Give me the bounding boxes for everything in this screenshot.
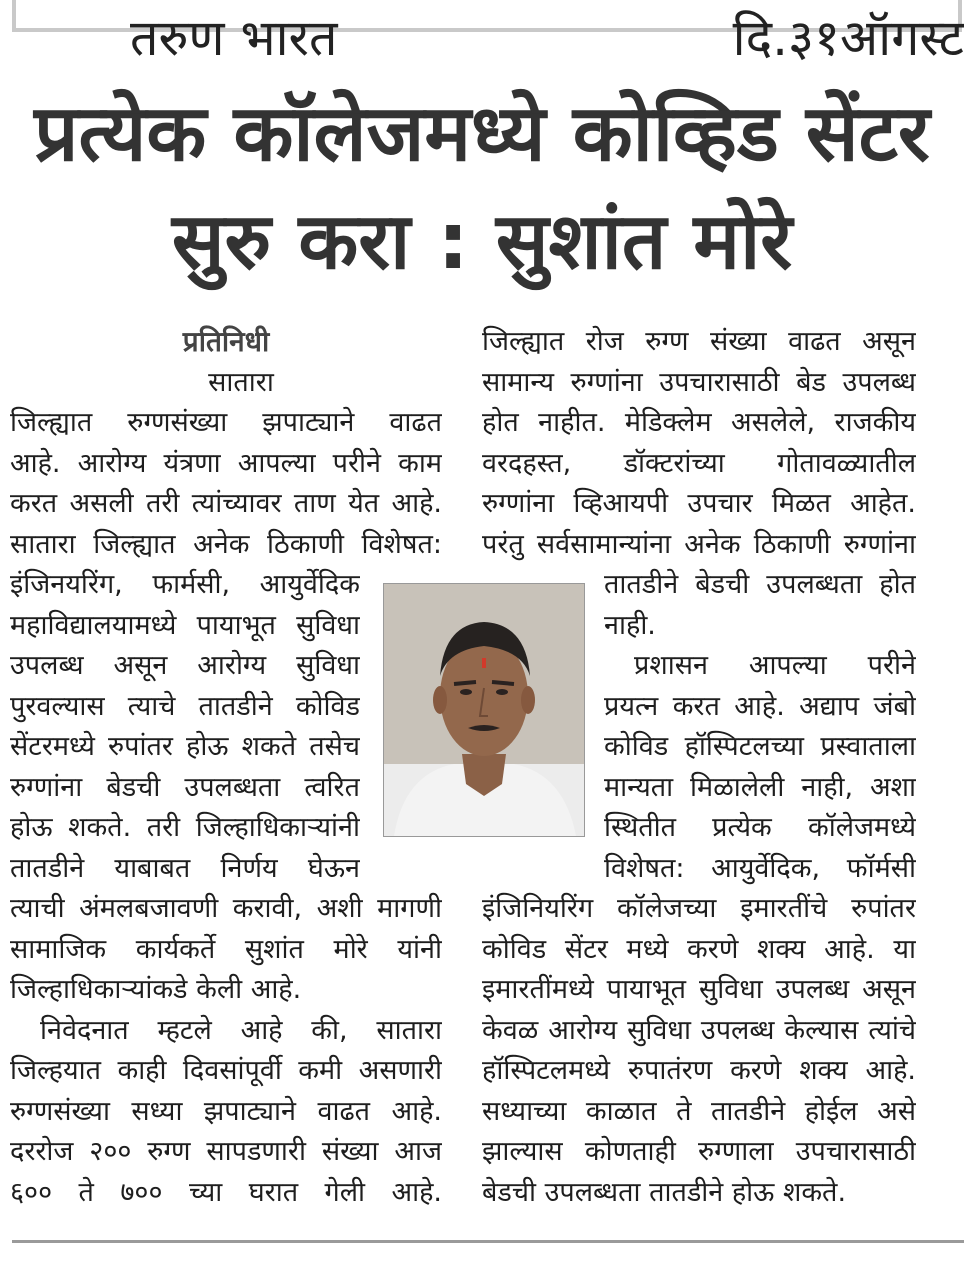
publication-date: दि.३१ऑगस्ट: [732, 9, 964, 67]
body-line: जिल्हयात काही दिवसांपूर्वी कमी असणारी: [10, 1055, 442, 1086]
body-line: दररोज २०० रुग्ण सापडणारी संख्या आज: [10, 1136, 442, 1167]
byline: प्रतिनिधी: [182, 325, 270, 358]
body-line: आहे. आरोग्य यंत्रणा आपल्या परीने काम: [10, 447, 442, 479]
body-line: तातडीने याबाबत निर्णय घेऊन: [10, 852, 360, 884]
body-line: इंजिनियरिंग कॉलेजच्या इमारतींचे रुपांतर: [482, 893, 916, 924]
body-line: सध्याच्या काळात ते तातडीने होईल असे: [482, 1095, 916, 1127]
body-line: रुग्णांना व्हिआयपी उपचार मिळत आहेत.: [482, 488, 916, 519]
body-line: वरदहस्त, डॉक्टरांच्या गोतावळ्यातील: [482, 447, 916, 479]
body-line: ६०० ते ७०० च्या घरात गेली आहे.: [10, 1176, 442, 1208]
dateline-place: सातारा: [208, 366, 274, 398]
body-line: हॉस्पिटलमध्ये रुपातंरण करणे शक्य आहे.: [482, 1055, 916, 1086]
body-line: कोविड सेंटर मध्ये करणे शक्य आहे. या: [482, 933, 916, 965]
article-headline: [20, 80, 944, 296]
body-line: कोविड हॉस्पिटलच्या प्रस्वाताला: [604, 731, 916, 762]
body-line: मान्यता मिळालेली नाही, अशा: [604, 771, 916, 803]
body-line: जिल्ह्यात रुग्णसंख्या झपाट्याने वाढत: [10, 407, 442, 438]
bottom-divider: [12, 1240, 964, 1243]
body-line: त्याची अंमलबजावणी करावी, अशी मागणी: [10, 893, 442, 924]
body-line: सामान्य रुग्णांना उपचारासाठी बेड उपलब्ध: [482, 366, 916, 398]
body-line: निवेदनात म्हटले आहे की, सातारा: [40, 1014, 442, 1046]
body-line: रुग्णसंख्या सध्या झपाट्याने वाढत आहे.: [10, 1095, 442, 1127]
body-line: महाविद्यालयामध्ये पायाभूत सुविधा: [10, 609, 360, 641]
headline-line-2: सुरु करा : सुशांत मोरे: [171, 197, 793, 287]
body-line: पुरवल्यास त्याचे तातडीने कोविड: [10, 690, 360, 722]
body-line: करत असली तरी त्यांच्यावर ताण येत आहे.: [10, 488, 442, 519]
body-line: सातारा जिल्ह्यात अनेक ठिकाणी विशेषत:: [10, 528, 442, 560]
body-line: इमारतींमध्ये पायाभूत सुविधा उपलब्ध असून: [482, 974, 916, 1005]
body-line: इंजिनयरिंग, फार्मसी, आयुर्वेदिक: [10, 569, 360, 600]
body-line: सामाजिक कार्यकर्ते सुशांत मोरे यांनी: [10, 933, 442, 965]
body-line: प्रशासन आपल्या परीने: [634, 650, 916, 681]
body-line: होऊ शकते. तरी जिल्हाधिकाऱ्यांनी: [10, 812, 360, 843]
article-right-column: [482, 322, 916, 1213]
body-line: सेंटरमध्ये रुपांतर होऊ शकते तसेच: [10, 731, 360, 762]
body-line: उपलब्ध असून आरोग्य सुविधा: [10, 650, 360, 681]
body-line: झाल्यास कोणताही रुग्णाला उपचारासाठी: [482, 1136, 916, 1167]
newspaper-name: तरुण भारत: [130, 9, 338, 67]
body-line: बेडची उपलब्धता तातडीने होऊ शकते.: [482, 1176, 847, 1208]
body-line: केवळ आरोग्य सुविधा उपलब्ध केल्यास त्यांचे: [482, 1014, 916, 1046]
body-line: विशेषत: आयुर्वेदिक, फॉर्मसी: [604, 852, 916, 884]
body-line: जिल्हाधिकाऱ्यांकडे केली आहे.: [10, 974, 302, 1005]
article-left-column: [10, 322, 442, 1213]
headline-line-1: प्रत्येक कॉलेजमध्ये कोव्हिड सेंटर: [34, 89, 930, 179]
body-line: परंतु सर्वसामान्यांना अनेक ठिकाणी रुग्णांना: [482, 528, 916, 560]
body-line: प्रयत्न करत आहे. अद्याप जंबो: [604, 690, 916, 722]
body-line: जिल्ह्यात रोज रुग्ण संख्या वाढत असून: [482, 326, 916, 357]
body-line: तातडीने बेडची उपलब्धता होत: [604, 569, 916, 600]
body-line: नाही.: [604, 609, 656, 641]
body-line: स्थितीत प्रत्येक कॉलेजमध्ये: [604, 812, 916, 843]
body-line: होत नाहीत. मेडिक्लेम असलेले, राजकीय: [482, 407, 916, 438]
body-line: रुग्णांना बेडची उपलब्धता त्वरित: [10, 771, 360, 803]
